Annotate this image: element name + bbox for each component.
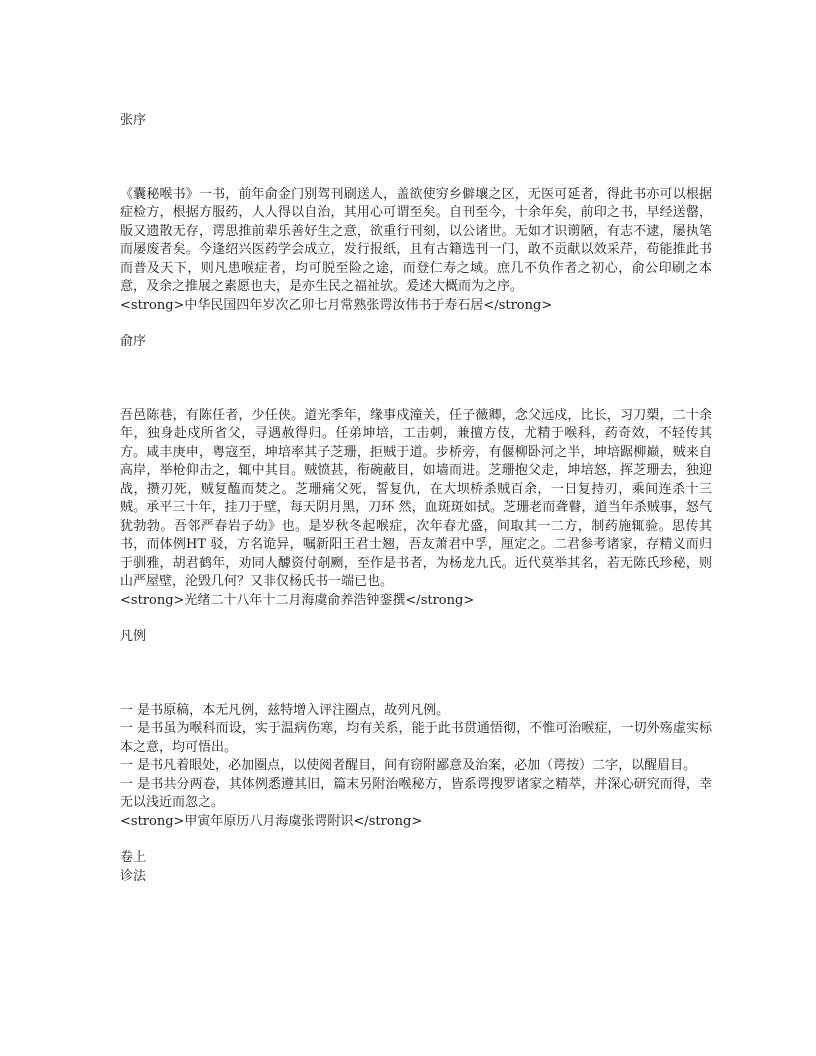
fanli-item-2: 一 是书虽为喉科而设，实于温病伤寒，均有关系，能于此书贯通悟彻，不惟可治喉症，一切外殇虚实标本之意，均可悟出。: [120, 721, 712, 755]
section-heading-zhang-preface: 张序: [120, 113, 147, 128]
document-page: [120, 112, 712, 886]
fanli-item-4: 一 是书共分两卷，其体例悉遵其旧，篇末另附治喉秘方，皆系谔搜罗诸家之精萃，并深心研究而得，幸无以浅近而忽之。: [120, 776, 712, 810]
section-heading-yu-preface: 俞序: [120, 334, 147, 349]
fanli-item-1: 一 是书原稿，本无凡例，兹特增入评注圈点，故列凡例。: [120, 702, 450, 718]
zhang-preface-signature: <strong>中华民国四年岁次乙卯七月常熟张谔汝伟书于寿石居</strong>: [120, 297, 553, 313]
zhang-preface-body: 《囊秘喉书》一书，前年俞金门别驾刊刷送人，盖欲使穷乡僻壤之区，无医可延者，得此书亦可以根据症检方，根据方服药，人人得以自治，其用心可谓至矣。自刊至今，十余年矣，前印之书，早经送罄，版又遗散无存，谔思推前辈乐善好生之意，欲重行刊刻，以公诸世。无如才识谫陋，有志不逮，屡执笔而屡废者矣。今逢绍兴医药学会成立，发行报纸，且有古籍选刊一门，敢不贡献以效采芹，苟能推此书而普及天下，则凡患喉症者，均可脱至险之途，而登仁寿之域。庶几不负作者之初心，俞公印刷之本意，及余之推展之素愿也夫，是亦生民之福祉欤。爰述大概而为之序。: [120, 186, 712, 294]
fanli-signature: <strong>甲寅年原历八月海虞张谔附识</strong>: [120, 813, 423, 829]
fanli-list: [120, 702, 712, 813]
volume-heading: 卷上: [120, 850, 147, 865]
chapter-heading: 诊法: [120, 868, 147, 884]
yu-preface-body: 吾邑陈巷，有陈任者，少任侠。道光季年，缘事戍潼关，任子薇卿，念父远戍，比长，习刀槊，二十余年，独身赴戍所省父，寻遇赦得归。任弟坤培，工击刺，兼擅方伎，尤精于喉科，药奇效，不轻传其方。咸丰庚申，粤寇至，坤培率其子芝珊，拒贼于道。步桥旁，有偃柳卧河之半，坤培踞柳巅，贼来自高岸，举枪仰击之，辄中其目。贼愤甚，衔碗蔽目，如墙而进。芝珊抱父走，坤培怒，挥芝珊去，独迎战，攒刃死，贼复醢而焚之。芝珊痛父死，誓复仇，在大坝桥杀贼百余，一日复持刃，乘间连杀十三贼。承平三十年，挂刀于壁，每天阴月黑，刀环 然，血斑斑如拭。芝珊老而聋瞽，道当年杀贼事，怒气犹勃勃。吾邻严春岩子幼》也。是岁秋冬起喉症，次年春尤盛，间取其一二方，制药施辄验。思传其书，而体例HT 驳，方名诡异，嘱新阳王君士翘，吾友萧君中孚，厘定之。二君参考诸家，存精义而归于驯雅，胡君鹤年，劝同人醵资付剞劂，至作是书者，为杨龙九氏。近代莫举其名，若无陈氏珍秘，则山严屋壁，沦毁几何？又非仅杨氏书一端已也。: [120, 407, 712, 589]
section-heading-fanli: 凡例: [120, 629, 147, 644]
fanli-item-3: 一 是书凡着眼处，必加圈点，以使阅者醒目，间有窃附鄙意及治案，必加（谔按）二字，以醒眉目。: [120, 758, 697, 773]
yu-preface-signature: <strong>光绪二十八年十二月海虞俞养浩钟銮撰</strong>: [120, 592, 475, 608]
